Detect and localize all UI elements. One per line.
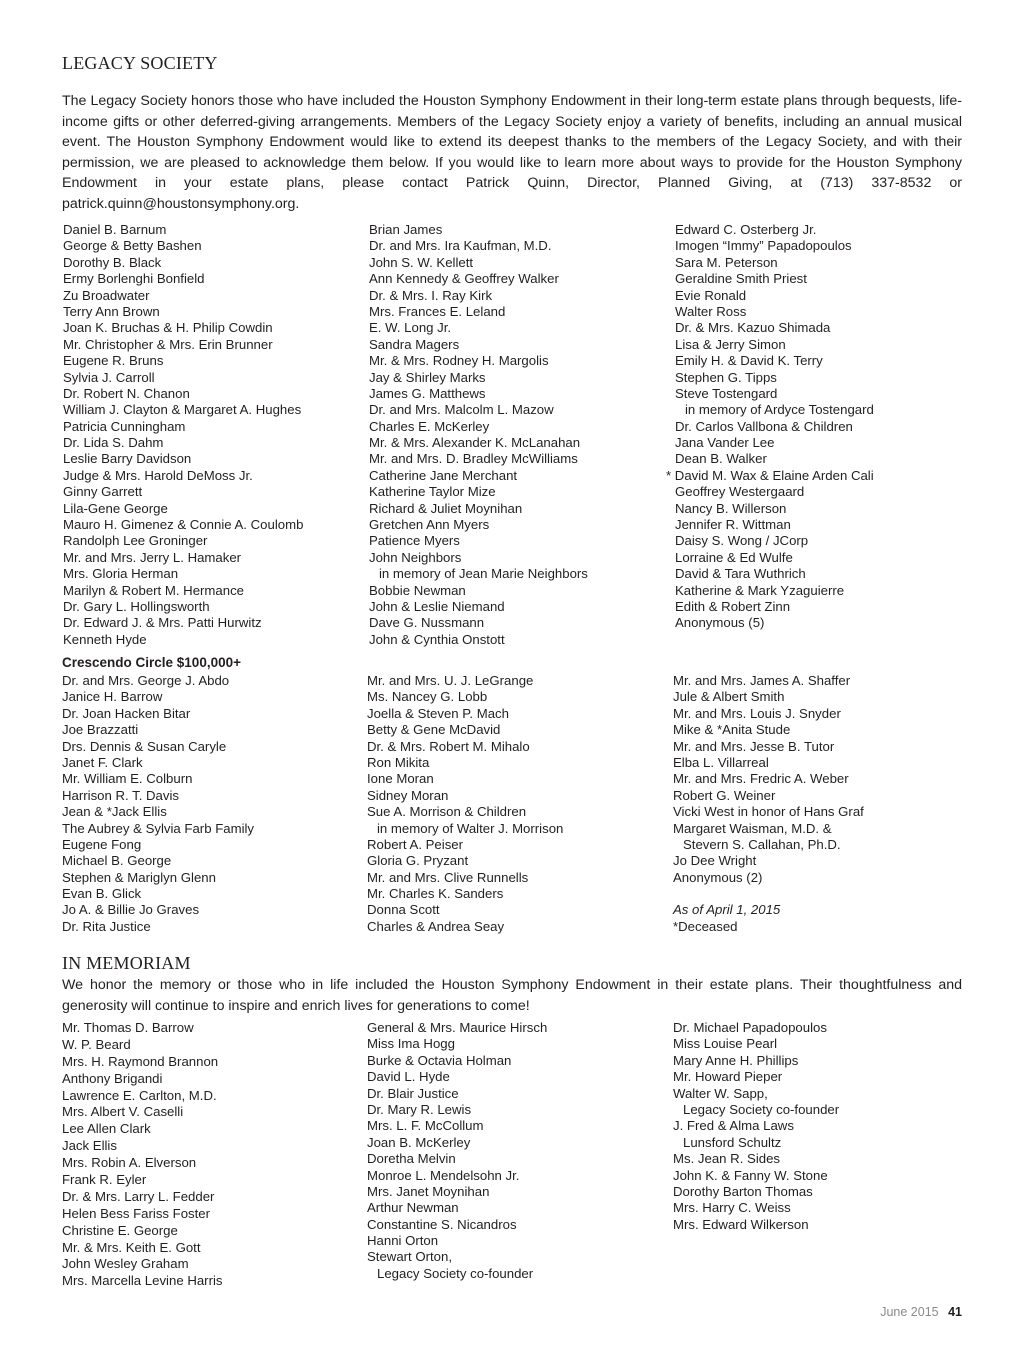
name-entry: Jack Ellis	[62, 1138, 117, 1154]
name-entry: Joella & Steven P. Mach	[367, 705, 509, 721]
name-entry: Nancy B. Willerson	[675, 500, 787, 516]
name-entry: Legacy Society co-founder	[377, 1265, 534, 1281]
name-entry: Mike & *Anita Stude	[673, 722, 791, 738]
page-number: 41	[948, 1305, 962, 1319]
name-entry: Mr. and Mrs. Jesse B. Tutor	[673, 738, 835, 754]
name-entry: Daniel B. Barnum	[63, 222, 167, 237]
page-footer	[880, 1305, 962, 1319]
name-entry: Mr. & Mrs. Alexander K. McLanahan	[369, 435, 581, 451]
name-entry: Christine E. George	[62, 1222, 178, 1238]
name-entry: Jo Dee Wright	[673, 853, 757, 869]
name-entry: Dorothy Barton Thomas	[673, 1183, 813, 1199]
name-entry: Geraldine Smith Priest	[675, 271, 807, 287]
name-entry: Dr. Rita Justice	[62, 918, 151, 934]
crescendo-circle-heading: Crescendo Circle $100,000+	[62, 655, 241, 670]
name-entry: Gretchen Ann Myers	[369, 517, 490, 533]
name-entry: John & Cynthia Onstott	[369, 631, 505, 647]
name-entry: Dave G. Nussmann	[369, 615, 485, 631]
name-entry: Ron Mikita	[367, 754, 430, 770]
spacer	[673, 886, 864, 902]
in-memoriam-intro: We honor the memory or those who in life included the Houston Symphony Endowment in their estate plans. Their thoughtfulness and generosity will continue to inspire and enrich lives for generations to come!	[62, 977, 962, 1014]
name-entry: Jana Vander Lee	[675, 435, 775, 451]
name-entry: Donna Scott	[367, 902, 440, 918]
name-entry: Dr. Robert N. Chanon	[63, 385, 190, 401]
name-entry: Bobbie Newman	[369, 582, 466, 598]
name-entry: The Aubrey & Sylvia Farb Family	[62, 820, 255, 836]
name-entry: Lorraine & Ed Wulfe	[675, 549, 793, 565]
legacy-column-2	[369, 222, 588, 648]
name-entry: Lawrence E. Carlton, M.D.	[62, 1087, 217, 1103]
name-entry: Ann Kennedy & Geoffrey Walker	[369, 271, 559, 287]
footer-issue-date: June 2015	[880, 1305, 939, 1319]
name-entry: Dr. Gary L. Hollingsworth	[63, 598, 210, 614]
name-entry: Zu Broadwater	[63, 287, 150, 303]
name-entry: Dr. & Mrs. I. Ray Kirk	[369, 287, 493, 303]
name-entry: Dr. and Mrs. Malcolm L. Mazow	[369, 402, 554, 418]
name-entry: Judge & Mrs. Harold DeMoss Jr.	[63, 467, 253, 483]
name-entry: Janice H. Barrow	[62, 689, 163, 705]
name-entry: Janet F. Clark	[62, 754, 143, 770]
name-entry: Dr. Joan Hacken Bitar	[62, 705, 191, 721]
name-entry: Burke & Octavia Holman	[367, 1052, 512, 1068]
crescendo-column-3-names	[673, 673, 864, 886]
name-entry: Jean & *Jack Ellis	[62, 804, 167, 820]
crescendo-column-1	[62, 673, 254, 935]
name-entry: Mrs. Marcella Levine Harris	[62, 1273, 223, 1289]
name-entry: Monroe L. Mendelsohn Jr.	[367, 1167, 520, 1183]
name-entry: Jo A. & Billie Jo Graves	[62, 902, 200, 918]
name-entry: John K. & Fanny W. Stone	[673, 1167, 828, 1183]
name-entry: Dean B. Walker	[675, 451, 767, 467]
name-entry: Dr. Carlos Vallbona & Children	[675, 418, 853, 434]
name-entry: Ermy Borlenghi Bonfield	[63, 271, 205, 287]
as-of-date: As of April 1, 2015	[673, 902, 781, 918]
name-entry: Michael B. George	[62, 853, 172, 869]
name-entry: Mr. Charles K. Sanders	[367, 886, 504, 902]
crescendo-column-3	[673, 673, 864, 935]
name-entry: Sylvia J. Carroll	[63, 369, 155, 385]
name-entry: Jule & Albert Smith	[673, 689, 785, 705]
name-entry: Eugene Fong	[62, 836, 142, 852]
name-entry: Mr. and Mrs. Clive Runnells	[367, 869, 529, 885]
name-entry: Mrs. Edward Wilkerson	[673, 1216, 809, 1232]
name-entry: Walter Ross	[675, 303, 747, 319]
name-entry: Drs. Dennis & Susan Caryle	[62, 738, 227, 754]
name-entry: Daisy S. Wong / JCorp	[675, 533, 809, 549]
name-entry: Mrs. H. Raymond Brannon	[62, 1053, 219, 1069]
name-entry: Doretha Melvin	[367, 1151, 456, 1167]
name-entry: Ms. Jean R. Sides	[673, 1151, 781, 1167]
name-entry: Dr. and Mrs. Ira Kaufman, M.D.	[369, 238, 552, 254]
name-entry: Hanni Orton	[367, 1233, 439, 1249]
legacy-column-1	[63, 222, 303, 648]
name-entry: Evan B. Glick	[62, 886, 142, 902]
name-entry: Frank R. Eyler	[62, 1172, 147, 1188]
name-entry: Sue A. Morrison & Children	[367, 804, 527, 820]
name-entry: Dr. & Mrs. Robert M. Mihalo	[367, 738, 530, 754]
name-entry: Eugene R. Bruns	[63, 353, 164, 369]
name-entry: Vicki West in honor of Hans Graf	[673, 804, 864, 820]
name-entry: Harrison R. T. Davis	[62, 787, 180, 803]
name-entry: William J. Clayton & Margaret A. Hughes	[63, 402, 302, 418]
name-entry: Catherine Jane Merchant	[369, 467, 518, 483]
name-entry: Mr. Howard Pieper	[673, 1069, 783, 1085]
name-entry: Stevern S. Callahan, Ph.D.	[683, 836, 841, 852]
name-entry: Geoffrey Westergaard	[675, 484, 805, 500]
legacy-society-intro: The Legacy Society honors those who have included the Houston Symphony Endowment in their long-term estate plans through bequests, life-income gifts or other deferred-giving arrangements. Members of the Legacy Society enjoy a variety of benefits, including an annual musical event. The Houston Symphony Endowment would like to extend its deepest thanks to the members of the Legacy Society, and with their permission, we are pleased to acknowledge them below. If you would like to learn more about ways to provide for the Houston Symphony Endowment in your estate plans, please contact Patrick Quinn, Director, Planned Giving, at (713) 337-8532 or patrick.quinn@houstonsymphony.org.	[62, 93, 962, 212]
crescendo-column-2	[367, 673, 563, 935]
name-entry: Mr. & Mrs. Keith E. Gott	[62, 1239, 201, 1255]
name-entry: Robert G. Weiner	[673, 787, 776, 803]
name-entry: Stephen & Mariglyn Glenn	[62, 869, 216, 885]
name-entry: Betty & Gene McDavid	[367, 722, 501, 738]
name-entry: Anonymous (5)	[675, 615, 765, 631]
name-entry: Dr. Blair Justice	[367, 1085, 459, 1101]
name-entry: Jennifer R. Wittman	[675, 517, 791, 533]
name-entry: Helen Bess Fariss Foster	[62, 1205, 211, 1221]
name-entry: Mrs. Robin A. Elverson	[62, 1155, 197, 1171]
name-entry: Gloria G. Pryzant	[367, 853, 469, 869]
name-entry: in memory of Jean Marie Neighbors	[379, 566, 588, 582]
name-entry: * David M. Wax & Elaine Arden Cali	[666, 467, 874, 483]
in-memoriam-heading: IN MEMORIAM	[62, 953, 191, 973]
name-entry: Ginny Garrett	[63, 484, 143, 500]
deceased-note: *Deceased	[673, 918, 738, 934]
name-entry: David & Tara Wuthrich	[675, 566, 806, 582]
name-entry: John Neighbors	[369, 549, 462, 565]
name-entry: Sara M. Peterson	[675, 254, 778, 270]
name-entry: Dr. and Mrs. George J. Abdo	[62, 673, 230, 688]
name-entry: Ms. Nancey G. Lobb	[367, 689, 488, 705]
name-entry: Mrs. Janet Moynihan	[367, 1183, 490, 1199]
name-entry: Lee Allen Clark	[62, 1121, 151, 1137]
name-entry: James G. Matthews	[369, 385, 486, 401]
name-entry: Constantine S. Nicandros	[367, 1216, 517, 1232]
name-entry: John S. W. Kellett	[369, 254, 474, 270]
name-entry: George & Betty Bashen	[63, 238, 202, 254]
name-entry: J. Fred & Alma Laws	[673, 1118, 794, 1134]
name-entry: Katherine Taylor Mize	[369, 484, 496, 500]
legacy-column-3	[666, 222, 874, 632]
name-entry: Jay & Shirley Marks	[369, 369, 486, 385]
memoriam-column-2	[367, 1020, 547, 1282]
name-entry: Evie Ronald	[675, 287, 747, 303]
name-entry: Mauro H. Gimenez & Connie A. Coulomb	[63, 517, 304, 533]
name-entry: E. W. Long Jr.	[369, 320, 452, 336]
name-entry: Leslie Barry Davidson	[63, 451, 192, 467]
name-entry: Elba L. Villarreal	[673, 754, 769, 770]
name-entry: Mrs. Gloria Herman	[63, 566, 179, 582]
name-entry: Mr. & Mrs. Rodney H. Margolis	[369, 353, 549, 369]
name-entry: Dr. Edward J. & Mrs. Patti Hurwitz	[63, 615, 262, 631]
name-entry: Robert A. Peiser	[367, 836, 464, 852]
name-entry: Edith & Robert Zinn	[675, 598, 791, 614]
name-entry: Miss Louise Pearl	[673, 1036, 778, 1052]
name-entry: General & Mrs. Maurice Hirsch	[367, 1020, 548, 1035]
name-entry: Dorothy B. Black	[63, 254, 162, 270]
name-entry: Patricia Cunningham	[63, 418, 186, 434]
memoriam-column-1	[62, 1020, 223, 1290]
name-entry: Anonymous (2)	[673, 869, 763, 885]
name-entry: Imogen “Immy” Papadopoulos	[675, 238, 852, 254]
name-entry: Mr. and Mrs. Fredric A. Weber	[673, 771, 849, 787]
name-entry: Lunsford Schultz	[683, 1134, 782, 1150]
name-entry: Mr. and Mrs. Jerry L. Hamaker	[63, 549, 242, 565]
name-entry: Edward C. Osterberg Jr.	[675, 222, 817, 237]
name-entry: Steve Tostengard	[675, 385, 778, 401]
name-entry: Miss Ima Hogg	[367, 1036, 455, 1052]
name-entry: Brian James	[369, 222, 443, 237]
name-entry: Stewart Orton,	[367, 1249, 453, 1265]
name-entry: Mrs. Harry C. Weiss	[673, 1200, 791, 1216]
name-entry: Mr. Christopher & Mrs. Erin Brunner	[63, 336, 273, 352]
name-entry: Charles & Andrea Seay	[367, 918, 505, 934]
name-entry: Sandra Magers	[369, 336, 460, 352]
name-entry: Lisa & Jerry Simon	[675, 336, 786, 352]
name-entry: Marilyn & Robert M. Hermance	[63, 582, 245, 598]
name-entry: Mrs. L. F. McCollum	[367, 1118, 484, 1134]
name-entry: John Wesley Graham	[62, 1256, 189, 1272]
name-entry: Arthur Newman	[367, 1200, 459, 1216]
name-entry: Dr. & Mrs. Kazuo Shimada	[675, 320, 831, 336]
name-entry: Joan B. McKerley	[367, 1134, 471, 1150]
name-entry: Terry Ann Brown	[63, 303, 160, 319]
name-entry: Walter W. Sapp,	[673, 1085, 768, 1101]
name-entry: Stephen G. Tipps	[675, 369, 777, 385]
name-entry: in memory of Ardyce Tostengard	[685, 402, 874, 418]
name-entry: David L. Hyde	[367, 1069, 450, 1085]
name-entry: Richard & Juliet Moynihan	[369, 500, 523, 516]
name-entry: Mr. Thomas D. Barrow	[62, 1020, 194, 1035]
name-entry: Mr. William E. Colburn	[62, 771, 193, 787]
name-entry: in memory of Walter J. Morrison	[377, 820, 564, 836]
name-entry: Mr. and Mrs. James A. Shaffer	[673, 673, 851, 688]
name-entry: Mr. and Mrs. D. Bradley McWilliams	[369, 451, 578, 467]
name-entry: Joe Brazzatti	[62, 722, 139, 738]
name-entry: Katherine & Mark Yzaguierre	[675, 582, 845, 598]
name-entry: Margaret Waisman, M.D. &	[673, 820, 832, 836]
name-entry: Dr. Mary R. Lewis	[367, 1101, 472, 1117]
name-entry: Dr. & Mrs. Larry L. Fedder	[62, 1188, 215, 1204]
name-entry: Mrs. Frances E. Leland	[369, 303, 506, 319]
name-entry: Joan K. Bruchas & H. Philip Cowdin	[63, 320, 273, 336]
name-entry: Charles E. McKerley	[369, 418, 490, 434]
name-entry: Mrs. Albert V. Caselli	[62, 1104, 184, 1120]
name-entry: John & Leslie Niemand	[369, 598, 505, 614]
name-entry: Kenneth Hyde	[63, 631, 147, 647]
name-entry: Mr. and Mrs. Louis J. Snyder	[673, 705, 841, 721]
name-entry: Legacy Society co-founder	[683, 1101, 840, 1117]
memoriam-column-3	[673, 1020, 839, 1233]
name-entry: Sidney Moran	[367, 787, 449, 803]
name-entry: W. P. Beard	[62, 1036, 131, 1052]
name-entry: Ione Moran	[367, 771, 434, 787]
name-entry: Dr. Lida S. Dahm	[63, 435, 164, 451]
name-entry: Lila-Gene George	[63, 500, 168, 516]
name-entry: Emily H. & David K. Terry	[675, 353, 823, 369]
name-entry: Randolph Lee Groninger	[63, 533, 208, 549]
legacy-society-heading: LEGACY SOCIETY	[62, 53, 218, 73]
name-entry: Anthony Brigandi	[62, 1070, 163, 1086]
name-entry: Mary Anne H. Phillips	[673, 1052, 799, 1068]
name-entry: Dr. Michael Papadopoulos	[673, 1020, 827, 1035]
name-entry: Patience Myers	[369, 533, 460, 549]
name-entry: Mr. and Mrs. U. J. LeGrange	[367, 673, 534, 688]
